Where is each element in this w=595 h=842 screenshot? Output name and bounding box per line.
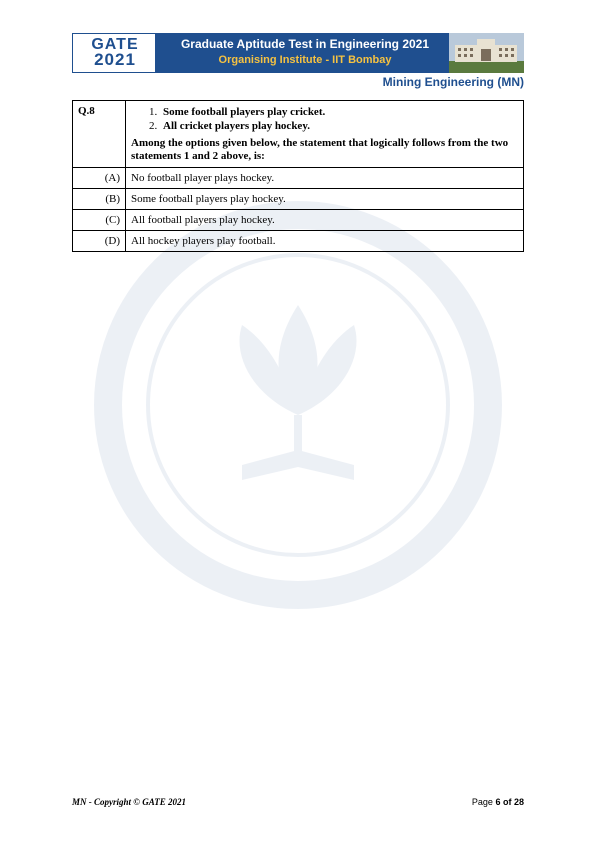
option-row-d xyxy=(73,231,524,252)
option-row-a xyxy=(73,168,524,189)
footer-page-number xyxy=(472,797,524,807)
statement-1 xyxy=(149,105,518,119)
statement-2 xyxy=(149,119,518,133)
option-text-d: All hockey players play football. xyxy=(126,231,524,252)
iit-bombay-seal-watermark xyxy=(72,195,524,615)
question-number: Q.8 xyxy=(73,101,126,168)
option-row-c xyxy=(73,210,524,231)
option-row-b xyxy=(73,189,524,210)
subject-name: Mining Engineering (MN) xyxy=(382,75,524,89)
option-label-c: (C) xyxy=(73,210,126,231)
option-label-a: (A) xyxy=(73,168,126,189)
question-body xyxy=(126,101,524,168)
statement-2-number: 2. xyxy=(149,120,158,132)
footer-page-word: Page xyxy=(471,797,493,807)
option-text-a: No football player plays hockey. xyxy=(126,168,524,189)
option-text-b: Some football players play hockey. xyxy=(126,189,524,210)
exam-title: Graduate Aptitude Test in Engineering 2021 xyxy=(180,37,430,51)
logo-text-year: 2021 xyxy=(94,50,136,69)
footer-copyright: MN - Copyright © GATE 2021 xyxy=(72,797,186,807)
footer-current-page: 6 xyxy=(495,797,501,807)
statement-1-text: Some football players play cricket. xyxy=(163,106,326,118)
footer-of-word: of xyxy=(502,797,512,807)
statement-2-text: All cricket players play hockey. xyxy=(163,120,310,132)
question-table xyxy=(72,100,524,252)
statement-1-number: 1. xyxy=(149,106,158,118)
option-label-d: (D) xyxy=(73,231,126,252)
building-image xyxy=(449,33,524,73)
question-prompt: Among the options given below, the statement that logically follows from the two statements 1 and 2 above, is: xyxy=(131,137,509,162)
question-row xyxy=(73,101,524,168)
option-text-c: All football players play hockey. xyxy=(126,210,524,231)
header-banner xyxy=(72,33,524,73)
footer-total-pages: 28 xyxy=(513,797,524,807)
option-label-b: (B) xyxy=(73,189,126,210)
gate-logo xyxy=(72,33,156,73)
logo-text-gate: GATE xyxy=(91,36,139,53)
organising-institute: Organising Institute - IIT Bombay xyxy=(218,54,392,66)
